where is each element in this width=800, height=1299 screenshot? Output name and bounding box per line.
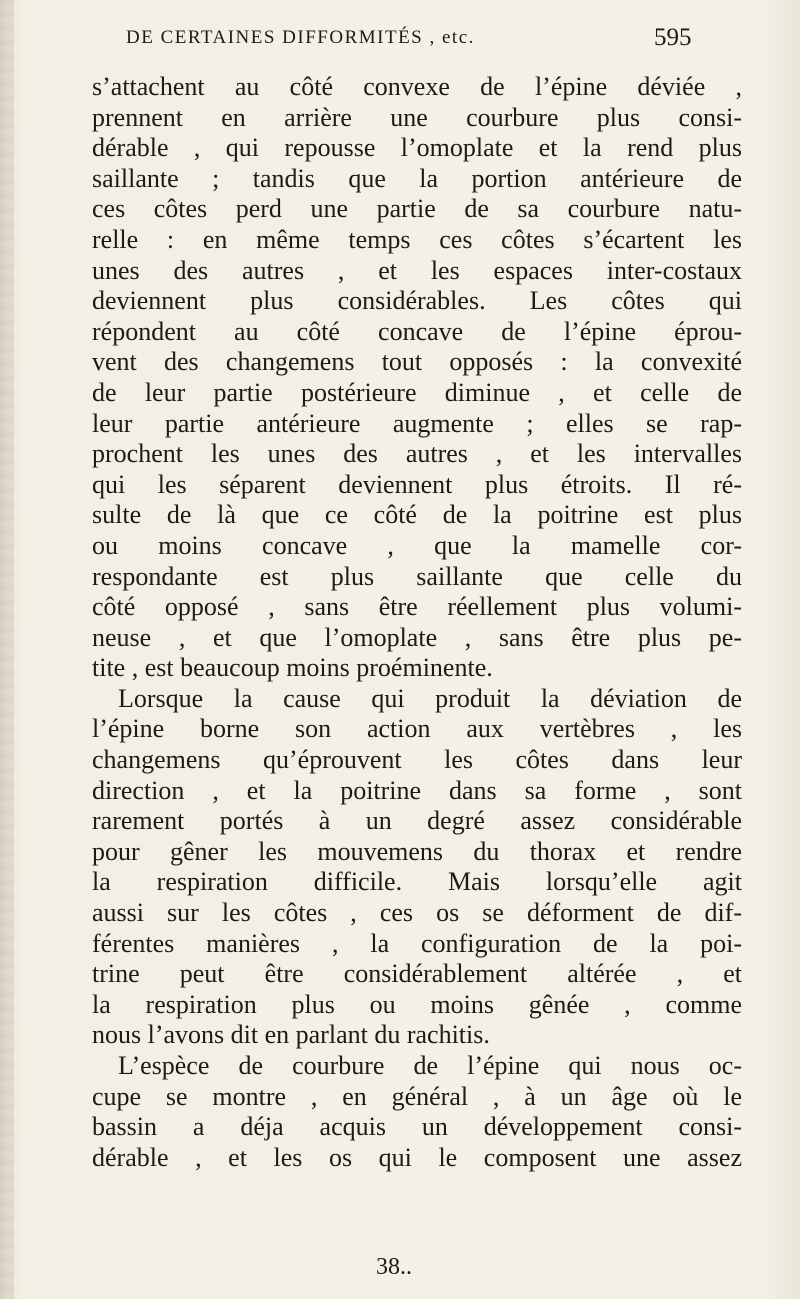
text-line: dérable , et les os qui le composent une assez	[92, 1142, 742, 1172]
text-line: saillante ; tandis que la portion antérieure de	[92, 163, 742, 193]
text-line: s’attachent au côté convexe de l’épine déviée ,	[92, 72, 742, 101]
paragraph-start-line: Lorsque la cause qui produit la déviation de	[118, 683, 742, 713]
page-header	[0, 18, 800, 58]
text-line: aussi sur les côtes , ces os se déforment de dif-	[92, 898, 742, 928]
text-line: leur partie antérieure augmente ; elles se rap-	[92, 408, 742, 438]
text-line: qui les séparent deviennent plus étroits. Il ré-	[92, 469, 742, 499]
text-line: dérable , qui repousse l’omoplate et la rend plus	[92, 133, 742, 163]
text-line: de leur partie postérieure diminue , et celle de	[92, 377, 742, 407]
text-line: l’épine borne son action aux vertèbres , les	[92, 714, 742, 744]
text-line: respondante est plus saillante que celle du	[92, 561, 742, 591]
text-line: changemens qu’éprouvent les côtes dans leur	[92, 745, 742, 775]
running-head: DE CERTAINES DIFFORMITÉS , etc.	[126, 27, 475, 48]
paragraph-start-line: L’espèce de courbure de l’épine qui nous oc-	[118, 1051, 742, 1080]
text-line: unes des autres , et les espaces inter-costaux	[92, 255, 742, 285]
page-gutter	[0, 0, 14, 1299]
text-line: deviennent plus considérables. Les côtes qui	[92, 286, 742, 316]
paragraph-end-line: nous l’avons dit en parlant du rachitis.	[92, 1020, 490, 1050]
text-line: côté opposé , sans être réellement plus volumi-	[92, 592, 742, 622]
text-line: cupe se montre , en général , à un âge où le	[92, 1081, 742, 1111]
text-line: direction , et la poitrine dans sa forme , sont	[92, 775, 742, 805]
body-text	[92, 72, 742, 1173]
text-line: férentes manières , la configuration de la poi-	[92, 928, 742, 958]
page-number: 595	[654, 24, 692, 51]
signature-mark: 38..	[376, 1254, 412, 1280]
text-line: prochent les unes des autres , et les intervalles	[92, 439, 742, 469]
text-line: trine peut être considérablement altérée , et	[92, 959, 742, 989]
text-line: vent des changemens tout opposés : la convexité	[92, 347, 742, 377]
paragraph-end-line: tite , est beaucoup moins proéminente.	[92, 653, 493, 683]
text-line: répondent au côté concave de l’épine éprou-	[92, 316, 742, 346]
text-line: prennent en arrière une courbure plus consi-	[92, 102, 742, 132]
text-line: pour gêner les mouvemens du thorax et rendre	[92, 836, 742, 866]
text-line: relle : en même temps ces côtes s’écartent les	[92, 224, 742, 254]
text-line: la respiration plus ou moins gênée , comme	[92, 989, 742, 1019]
text-line: neuse , et que l’omoplate , sans être plus pe-	[92, 622, 742, 652]
text-line: bassin a déja acquis un développement consi-	[92, 1112, 742, 1142]
text-line: ou moins concave , que la mamelle cor-	[92, 530, 742, 560]
text-line: rarement portés à un degré assez considérable	[92, 806, 742, 836]
text-line: ces côtes perd une partie de sa courbure natu-	[92, 194, 742, 224]
text-line: la respiration difficile. Mais lorsqu’elle agit	[92, 867, 742, 897]
text-line: sulte de là que ce côté de la poitrine est plus	[92, 500, 742, 530]
